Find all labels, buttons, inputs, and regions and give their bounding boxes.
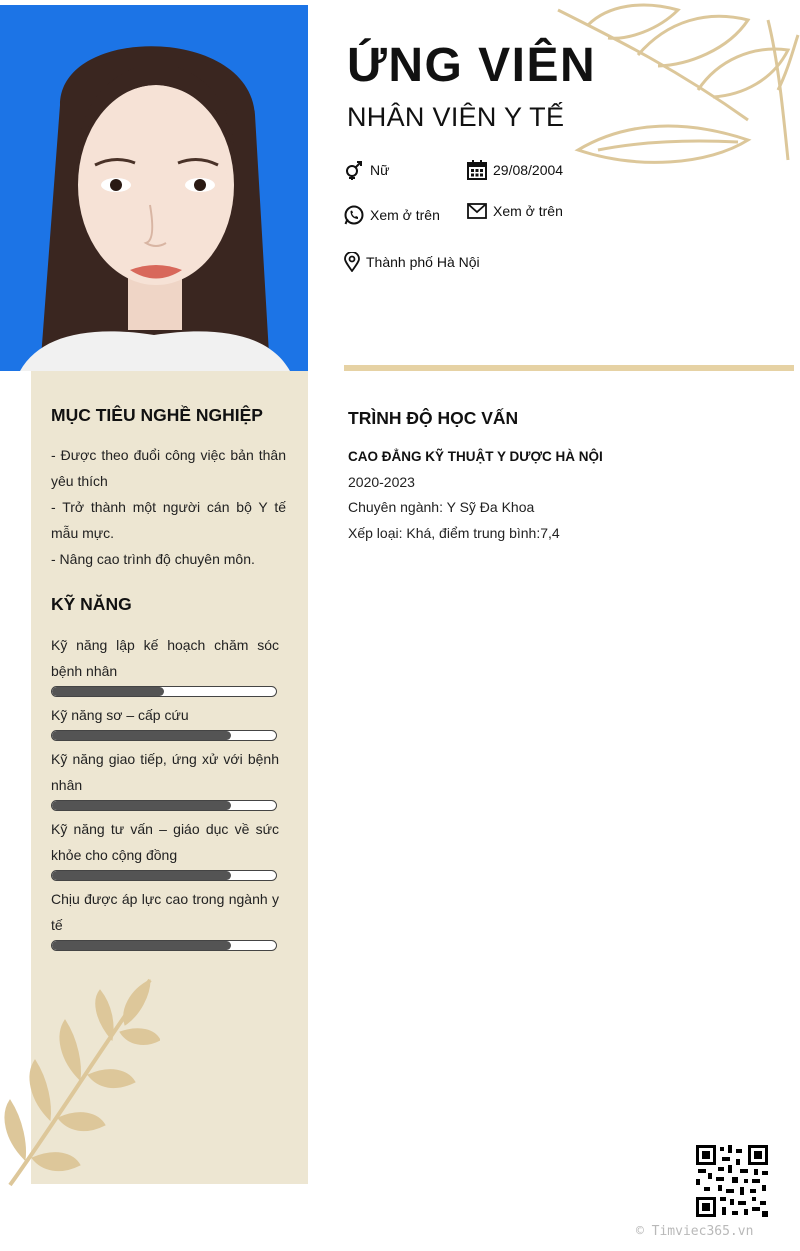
skill-item: [51, 632, 279, 697]
gender-info: [344, 160, 389, 180]
skill-label: Kỹ năng giao tiếp, ứng xử với bệnh nhân: [51, 751, 279, 793]
objective-item: - Được theo đuổi công việc bản thân yêu thích: [51, 447, 286, 489]
skill-item: [51, 816, 279, 881]
education-school: CAO ĐẲNG KỸ THUẬT Y DƯỢC HÀ NỘI: [348, 449, 603, 464]
email-info: [467, 203, 563, 219]
skill-label: Kỹ năng lập kế hoạch chăm sóc bệnh nhân: [51, 637, 279, 679]
birthday-text: 29/08/2004: [493, 162, 564, 178]
qr-code-icon: [696, 1145, 768, 1217]
education-title: TRÌNH ĐỘ HỌC VẤN: [348, 408, 519, 428]
objective-title: MỤC TIÊU NGHỀ NGHIỆP: [51, 405, 263, 425]
skill-level-bar: [51, 940, 277, 951]
skill-level-fill: [52, 731, 231, 740]
skill-label: Kỹ năng sơ – cấp cứu: [51, 707, 189, 723]
skill-level-bar: [51, 686, 277, 697]
education-rank: Xếp loại: Khá, điểm trung bình:7,4: [348, 525, 560, 541]
skill-label: Chịu được áp lực cao trong ngành y tế: [51, 891, 279, 933]
gender-text: Nữ: [370, 162, 390, 178]
location-pin-icon: [344, 252, 360, 272]
birthday-info: [467, 160, 563, 180]
skill-level-fill: [52, 801, 231, 810]
skill-label: Kỹ năng tư vấn – giáo dục về sức khỏe cho cộng đồng: [51, 821, 279, 863]
leaf-decoration-icon: [548, 0, 800, 200]
skill-item: [51, 746, 279, 811]
profile-photo: [0, 5, 308, 371]
skill-level-fill: [52, 687, 164, 696]
leaf-decoration-icon: [0, 970, 160, 1190]
skills-list: [51, 632, 279, 956]
gender-icon: [344, 160, 364, 180]
objective-item: - Trở thành một người cán bộ Y tế mẫu mực.: [51, 499, 286, 541]
phone-icon: [344, 205, 364, 225]
education-period: 2020-2023: [348, 474, 415, 490]
job-title: NHÂN VIÊN Y TẾ: [347, 102, 565, 132]
mail-icon: [467, 203, 487, 219]
skill-item: [51, 702, 279, 741]
candidate-name: ỨNG VIÊN: [347, 39, 597, 92]
email-text: Xem ở trên: [493, 203, 563, 219]
education-major: Chuyên ngành: Y Sỹ Đa Khoa: [348, 499, 535, 515]
address-text: Thành phố Hà Nội: [366, 254, 480, 270]
address-info: [344, 252, 480, 272]
skill-item: [51, 886, 279, 951]
phone-text: Xem ở trên: [370, 207, 440, 223]
objective-item: - Nâng cao trình độ chuyên môn.: [51, 551, 255, 567]
skills-title: KỸ NĂNG: [51, 594, 132, 614]
objective-list: [51, 442, 286, 572]
skill-level-fill: [52, 871, 231, 880]
phone-info: [344, 205, 440, 225]
footer-watermark: © Timviec365.vn: [636, 1224, 754, 1239]
calendar-icon: [467, 160, 487, 180]
skill-level-bar: [51, 800, 277, 811]
skill-level-bar: [51, 730, 277, 741]
skill-level-bar: [51, 870, 277, 881]
section-divider: [344, 365, 794, 371]
skill-level-fill: [52, 941, 231, 950]
